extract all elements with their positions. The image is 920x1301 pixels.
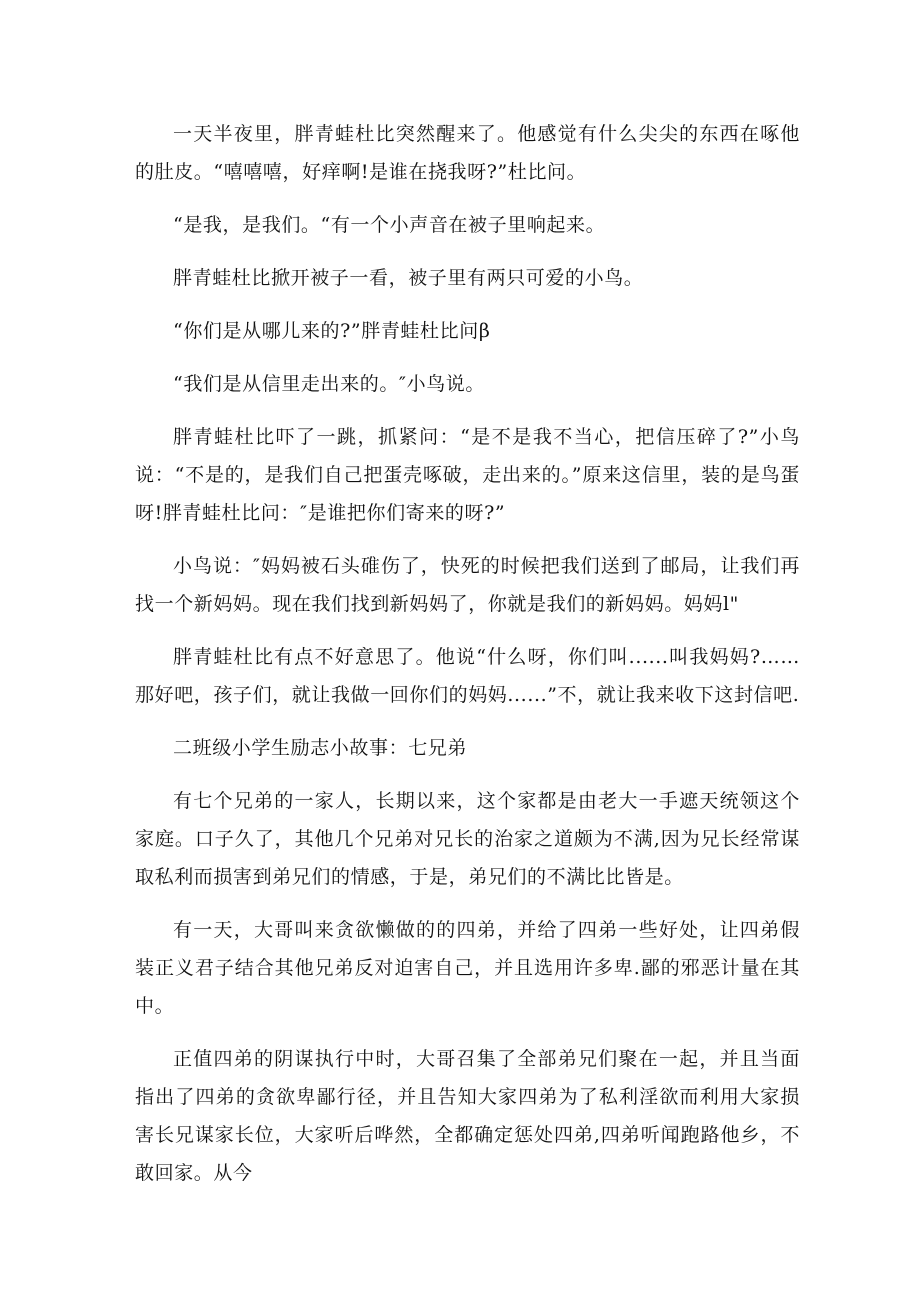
- paragraph-10: 有七个兄弟的一家人，长期以来，这个家都是由老大一手遮天统领这个家庭。口子久了，其他几个兄弟对兄长的治家之道颇为不满,因为兄长经常谋取私利而损害到弟兄们的情感，于是，弟兄们的不满比比皆是。: [135, 790, 800, 888]
- paragraph-4: “你们是从哪儿来的?”胖青蛙杜比问β: [173, 320, 491, 342]
- paragraph-3: 胖青蛙杜比掀开被子一看，被子里有两只可爱的小鸟。: [173, 267, 644, 289]
- paragraph-12: 正值四弟的阴谋执行中时，大哥召集了全部弟兄们聚在一起，并且当面指出了四弟的贪欲卑鄙行径，并且告知大家四弟为了私利淫欲而利用大家损害长兄谋家长位，大家听后哗然，全都确定惩处四弟,四弟听闻跑路他乡，不敢回家。从今: [135, 1048, 800, 1184]
- paragraph-1: 一天半夜里，胖青蛙杜比突然醒来了。他感觉有什么尖尖的东西在啄他的肚皮。“嘻嘻嘻，好痒啊!是谁在挠我呀?”杜比问。: [135, 123, 800, 183]
- paragraph-6: 胖青蛙杜比吓了一跳，抓紧问：“是不是我不当心，把信压碎了?”小鸟说：“不是的，是我们自己把蛋壳啄破，走出来的。”原来这信里，装的是鸟蛋呀!胖青蛙杜比问：″是谁把你们寄来的呀?”: [135, 426, 800, 524]
- paragraph-7: 小鸟说：″妈妈被石头碓伤了，快死的时候把我们送到了邮局，让我们再找一个新妈妈。现在我们找到新妈妈了，你就是我们的新妈妈。妈妈l": [135, 555, 800, 615]
- paragraph-11: 有一天，大哥叫来贪欲懒做的的四弟，并给了四弟一些好处，让四弟假装正义君子结合其他兄弟反对迫害自己，并且选用许多卑.鄙的邪恶计量在其中。: [135, 919, 800, 1017]
- paragraph-2: “是我，是我们。“有一个小声音在被子里响起来。: [173, 214, 606, 236]
- paragraph-8: 胖青蛙杜比有点不好意思了。他说“什么呀，你们叫......叫我妈妈?……那好吧，孩子们，就让我做一回你们的妈妈......”不，就让我来收下这封信吧.: [135, 646, 800, 706]
- story-title: 二班级小学生励志小故事：七兄弟: [173, 737, 468, 759]
- paragraph-5: “我们是从信里走出来的。″小鸟说。: [173, 373, 486, 395]
